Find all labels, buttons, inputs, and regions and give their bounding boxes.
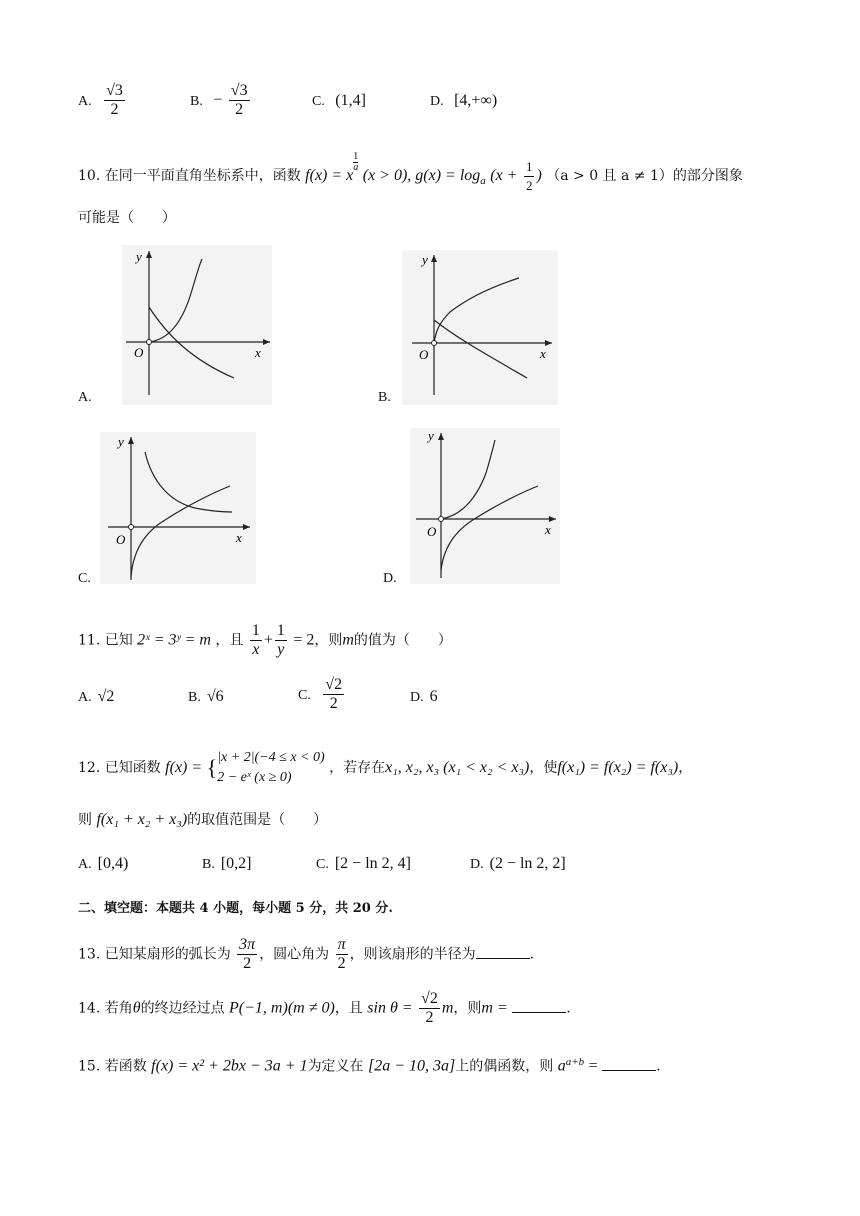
origin-label: O: [427, 524, 437, 539]
q12-stem-continued: [78, 810, 327, 830]
q10-stem: [78, 152, 743, 195]
q12-option-b: [202, 855, 252, 873]
answer-blank[interactable]: [602, 1056, 656, 1071]
q11-option-b: [188, 688, 224, 706]
option-value: [2 − ln 2, 4]: [334, 855, 411, 872]
q12-option-a: [78, 855, 128, 873]
y-axis-label: y: [428, 428, 434, 443]
q13-stem: [78, 936, 534, 973]
q9-option-a: [78, 82, 127, 119]
q12-option-d: [470, 855, 566, 873]
fraction-denominator: 2: [235, 101, 244, 118]
question-text: ，使: [529, 760, 558, 776]
q9-option-b: [190, 82, 252, 119]
question-text: ，则该扇形的半径为: [349, 946, 476, 963]
question-text: ，: [678, 760, 693, 776]
power-base: a: [557, 1057, 566, 1075]
variables: x₁, x₂, x₃ (x₁ < x₂ < x₃): [385, 759, 530, 776]
option-label: C.: [298, 687, 311, 703]
option-label: D.: [410, 690, 424, 705]
option-label: C.: [316, 857, 329, 872]
option-value: [4,+∞): [454, 92, 498, 109]
option-label: D.: [430, 94, 444, 109]
question-text: 已知: [104, 632, 133, 649]
option-value: 6: [429, 688, 438, 705]
question-number: 15.: [78, 1058, 101, 1075]
equation: 2ˣ = 3ʸ = m: [137, 631, 211, 649]
fraction-denominator: 2: [525, 177, 533, 193]
option-label: A.: [78, 93, 92, 109]
equation: f(x₁) = f(x₂) = f(x₃): [557, 759, 679, 776]
graph-d: [410, 428, 560, 584]
piecewise-case-2: 2 − eˣ (x ≥ 0): [217, 770, 292, 785]
fraction-denominator: 2: [243, 955, 252, 972]
function-f: f(x) = x² + 2bx − 3a + 1: [151, 1057, 308, 1075]
option-label: B.: [190, 93, 203, 109]
domain-interval: [2a − 10, 3a]: [368, 1057, 456, 1075]
q10-stem-continued: [78, 208, 176, 228]
fraction-denominator: 2: [110, 101, 119, 118]
fraction-denominator: y: [277, 641, 285, 658]
question-text: 则: [78, 812, 92, 828]
question-text: 的终边经过点: [140, 1000, 225, 1017]
question-text: 的取值范围是（ ）: [187, 812, 328, 828]
question-text: 若函数: [104, 1058, 147, 1075]
fraction-numerator: √3: [106, 82, 123, 99]
fraction-numerator: 3π: [239, 936, 256, 953]
fraction-numerator: √2: [325, 676, 343, 693]
question-text: ，则: [453, 1000, 482, 1017]
origin-label: O: [419, 347, 429, 362]
fraction-numerator: 1: [524, 158, 535, 177]
question-number: 13.: [78, 946, 101, 963]
graph-a: [122, 245, 272, 405]
function-f: f(x) = x: [305, 167, 354, 184]
exponent-denominator: a: [353, 162, 359, 173]
question-text: 为定义在: [307, 1058, 364, 1075]
question-text: 已知某扇形的弧长为: [104, 946, 231, 963]
fraction-numerator: π: [337, 936, 346, 953]
variable: m: [342, 631, 354, 649]
log-base: a: [480, 174, 486, 187]
section-heading: 二、填空题：本题共 4 小题，每小题 5 分，共 20 分.: [78, 901, 393, 916]
fraction-denominator: 2: [425, 1009, 434, 1026]
question-text: 可能是（ ）: [78, 210, 176, 226]
question-text: 的值为（ ）: [353, 632, 452, 649]
question-text: ，则: [314, 632, 343, 649]
q11-option-c: [298, 676, 346, 713]
log-argument: (x +: [490, 167, 518, 184]
option-value: [0,2]: [220, 855, 252, 872]
fraction-numerator: 1: [276, 622, 285, 639]
answer-blank[interactable]: [476, 944, 530, 959]
variable-theta: θ: [132, 999, 141, 1017]
q9-option-c: [312, 92, 366, 110]
question-text: ，且: [334, 1000, 363, 1017]
fraction-numerator: √2: [421, 990, 438, 1007]
origin-label: O: [134, 345, 144, 360]
question-text: 已知函数: [104, 760, 161, 776]
q14-stem: [78, 990, 571, 1027]
option-value: √6: [206, 688, 224, 705]
equation-rhs: = 2: [293, 631, 315, 649]
fraction-denominator: 2: [337, 955, 346, 972]
period: .: [529, 946, 535, 963]
q9-option-d: [430, 92, 497, 110]
period: .: [566, 1000, 571, 1017]
graph-c: [100, 432, 256, 584]
option-label: C.: [312, 94, 325, 109]
option-label: B.: [188, 690, 201, 705]
option-label: D.: [470, 857, 484, 872]
fraction-numerator: √3: [230, 82, 248, 99]
question-number: 12.: [78, 760, 101, 776]
question-text: ，且: [215, 632, 244, 649]
q12-stem: 12. 已知函数 f(x) = { |x + 2|(−4 ≤ x < 0) 2 − eˣ (x ≥ 0) ，若存在x₁, x₂, x₃ (x₁ < x₂ < x₃)，使f(x₁) = f(x₂) = f(x₃)，: [78, 748, 692, 788]
option-value: (1,4]: [335, 92, 366, 109]
question-number: 11.: [78, 632, 101, 649]
function-g: (x > 0), g(x) = log: [362, 167, 481, 184]
question-number: 10.: [78, 168, 101, 184]
option-value: √2: [97, 688, 115, 705]
graph-b: [402, 250, 558, 405]
option-label: B.: [202, 857, 215, 872]
question-number: 14.: [78, 1000, 101, 1017]
x-axis-label: x: [255, 345, 261, 360]
question-text: 上的偶函数，则: [455, 1058, 554, 1075]
y-axis-label: y: [136, 249, 142, 264]
question-text: 若角: [104, 1000, 133, 1017]
graph-a-label: A.: [78, 390, 92, 405]
y-axis-label: y: [118, 434, 124, 449]
option-label: A.: [78, 690, 92, 705]
piecewise-case-1: |x + 2|(−4 ≤ x < 0): [217, 750, 325, 765]
exponent-numerator: 1: [353, 151, 359, 162]
condition-text: （a > 0 且 a ≠ 1）的部分图象: [546, 168, 743, 184]
x-axis-label: x: [540, 346, 546, 361]
q11-option-a: [78, 688, 114, 706]
answer-prefix: m =: [481, 999, 508, 1017]
variable: m: [441, 999, 454, 1017]
q11-stem: 11. 已知 2ˣ = 3ʸ = m ，且 $\frac{1}{x}$ + $\frac{1}{y}$ = 2，则m的值为（ ）: [78, 622, 452, 658]
option-label: A.: [78, 857, 92, 872]
x-axis-label: x: [236, 530, 242, 545]
period: .: [656, 1058, 661, 1075]
fraction-denominator: x: [252, 641, 260, 658]
question-text: 在同一平面直角坐标系中，函数: [104, 168, 301, 184]
q11-option-d: [410, 688, 438, 706]
equals-sign: =: [588, 1057, 598, 1075]
fraction-denominator: 2: [329, 695, 338, 712]
answer-blank[interactable]: [512, 998, 566, 1013]
origin-label: O: [116, 532, 126, 547]
x-axis-label: x: [545, 522, 551, 537]
graph-b-label: B.: [378, 390, 391, 405]
minus-sign: −: [213, 91, 223, 109]
option-value: (2 − ln 2, 2]: [489, 855, 566, 872]
power-exponent: a+b: [565, 1056, 585, 1068]
y-axis-label: y: [422, 252, 428, 267]
sine-expression: sin θ =: [367, 999, 413, 1017]
close-paren: ): [536, 167, 542, 184]
graph-d-label: D.: [383, 571, 397, 586]
q12-option-c: [316, 855, 411, 873]
graph-c-label: C.: [78, 571, 91, 586]
point-expression: P(−1, m)(m ≠ 0): [229, 999, 335, 1017]
question-text: ，若存在: [329, 760, 386, 776]
function-f: f(x) =: [165, 759, 203, 776]
expression: f(x₁ + x₂ + x₃): [96, 811, 188, 828]
option-value: [0,4): [97, 855, 129, 872]
fraction-numerator: 1: [251, 622, 260, 639]
question-text: ，圆心角为: [259, 946, 330, 963]
q15-stem: [78, 1052, 661, 1077]
